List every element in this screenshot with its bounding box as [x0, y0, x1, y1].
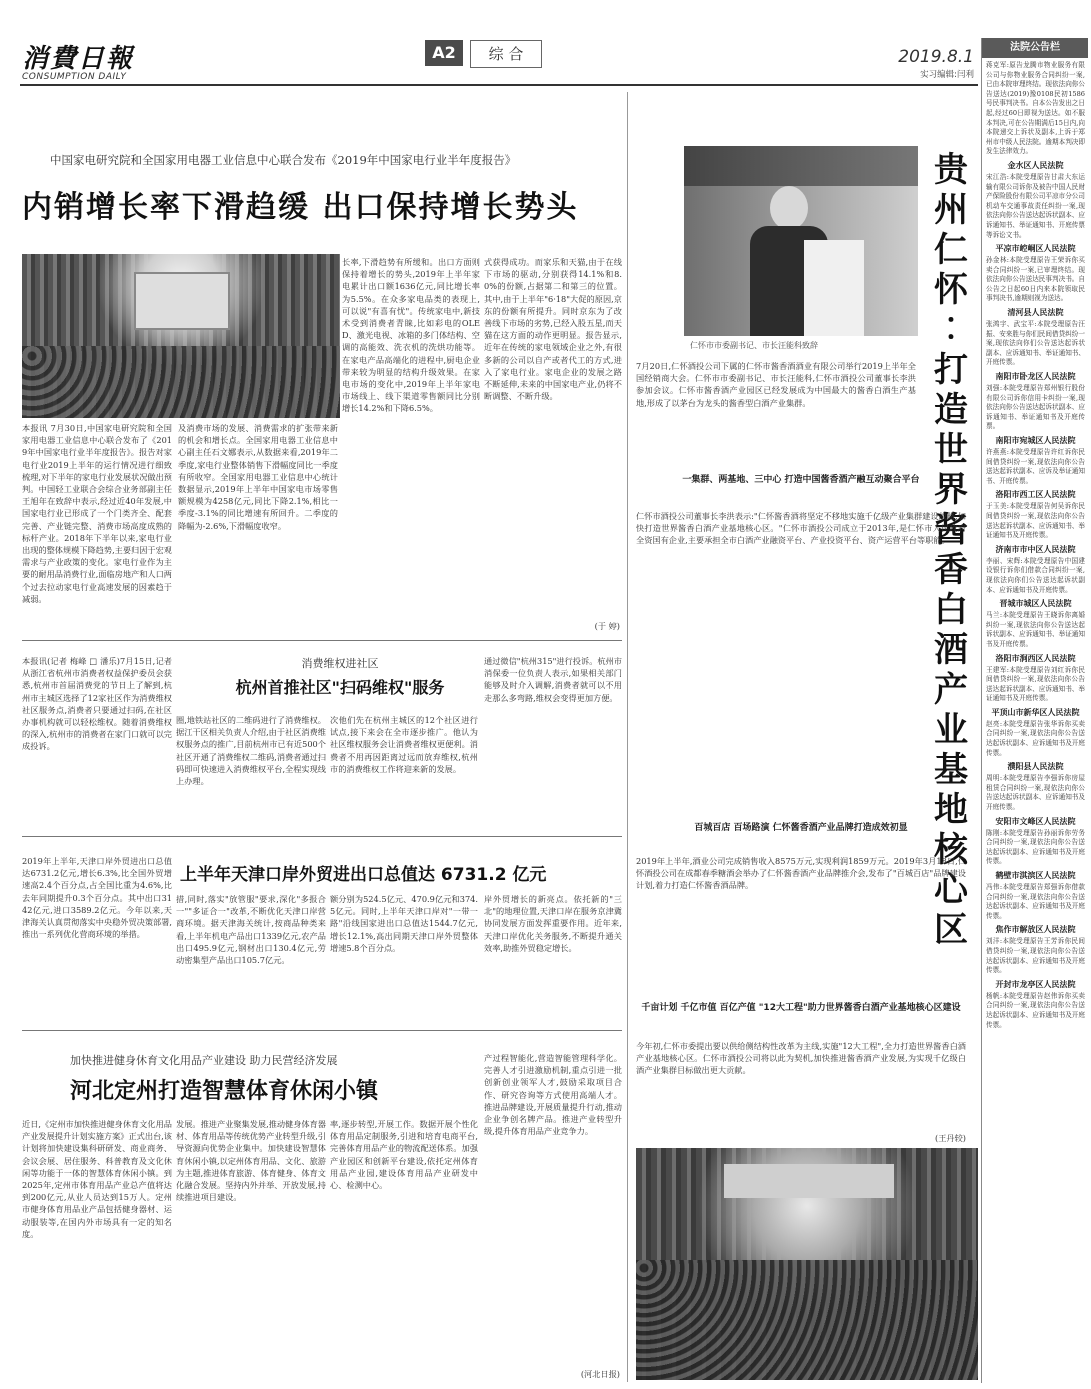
court-notice-entry: 冯伟:本院受理原告郑强诉你借款合同纠纷一案,现依法向你公告送达起诉状副本、应诉通知书及开庭传票。	[986, 883, 1085, 920]
headline-char: 业	[934, 710, 968, 750]
court-notice-entry: 赵亮:本院受理原告张华诉你买卖合同纠纷一案,现依法向你公告送达起诉状副本、应诉通知书及开庭传票。	[986, 719, 1085, 757]
headline-char: 基	[934, 750, 968, 790]
article3-bottom-rule	[22, 1030, 622, 1031]
court-notice-court-name: 安阳市文峰区人民法院	[995, 816, 1076, 826]
article1-byline: (于 婷)	[594, 621, 620, 631]
speaker-photo-caption: 仁怀市市委副书记、市长汪能科致辞	[690, 341, 818, 350]
article1-col4: 式获得成功。而家乐和天猫,由于在线下市场的驱动,分别获得14.1%和8.0%的份额,占据第二和第三的位置。其中,由于上半年"6·18"大促的原因,京东的份额有所提升。同时京东为了改善线下市场的劣势,已经入股五星,而天猫在这方面的动作更明显。报告显示,近年在传统的家电领域企业之外,有很多新的公司以自产或者代工的方式,进入了家电行业。家电企业的发展之路不断延伸,未来的中国家电产业,仍将不断调整、不断升级。	[484, 257, 622, 402]
article1-col3: 长率,下滑趋势有所缓和。出口方面则保持着增长的势头,2019年上半年家电累计出口额1636亿元,同比增长率为5.5%。在众多家电品类的表现上,可以说"有喜有忧"。传统家电中,新技术受到消费者青睐,比如彩电的OLED、激光电视、冰箱的多门体结构、空调的高能效、洗衣机的洗烘功能等。在家电产品高端化的进程中,厨电企业带来较为明显的结构升级效果。在家电市场的变化中,2019年上半年家电市场线上、线下渠道零售额同比分别增长14.2%和下降6.5%。	[342, 257, 480, 414]
court-notice-entry: 陈刚:本院受理原告孙丽诉你劳务合同纠纷一案,现依法向你公告送达起诉状副本、应诉通知书及开庭传票。	[986, 828, 1085, 866]
speaker-photo	[684, 146, 918, 336]
headline-char: 州	[934, 190, 968, 230]
court-notice-entry: 许燕燕:本院受理原告许红诉你民间借贷纠纷一案,现依法向你公告送达起诉状副本、应诉及举证通知书、开庭传票。	[986, 448, 1085, 485]
court-notice-court-name: 南阳市卧龙区人民法院	[995, 372, 1076, 382]
article5-col2: 仁怀市酒投公司董事长李洪表示:"仁怀酱香酒将坚定不移地实施千亿级产业集群建设战略,加快打造世界酱香白酒产业基地核心区。"仁怀市酒投公司成立于2013年,是仁怀市人民政府全资国有企业,主要承担全市白酒产业融资平台、产业投资平台、资产运营平台等职能。	[636, 511, 966, 546]
court-notice-entry: 杨帆:本院受理原告赵伟诉你买卖合同纠纷一案,现依法向你公告送达起诉状副本、应诉通知书及开庭传票。	[986, 991, 1085, 1029]
logo: 消費日報	[22, 44, 135, 74]
article4-headline: 河北定州打造智慧体育休闲小镇	[70, 1079, 379, 1104]
article3-headline: 上半年天津口岸外贸进出口总值达 6731.2 亿元	[180, 865, 547, 885]
article2-col3: 次他们先在杭州主城区的12个社区进行试点,接下来会在全市逐步推广。他认为社区维权服务会让消费者维权更便利。消费者不用再因距离过远而放弃维权,杭州市的消费维权工作将迎来新的发展。	[330, 715, 478, 774]
headline-char: 怀	[934, 270, 968, 310]
article5-subhead1: 一集群、两基地、三中心 打造中国酱香酒产融互动聚合平台	[682, 475, 920, 485]
article3-col1: 2019年上半年,天津口岸外贸进出口总值达6731.2亿元,增长6.3%,比全国外贸增速高2.4个百分点,占全国比重为4.6%,比去年同期提升0.3个百分点。其中出口3142亿元,进口3589.2亿元。今年以来,天津海关认真贯彻落实中央稳外贸决策部署,推出一系列优化营商环境的举措。	[22, 856, 172, 940]
headline-char: 界	[934, 470, 968, 510]
court-notice-entry: 孙金林:本院受理原告王荣诉你买卖合同纠纷一案,已审理终结。现依法向你公告送达民事判决书。自公告之日起60日内来本院领取民事判决书,逾期则视为送达。	[986, 256, 1085, 303]
page-number-badge: A2	[425, 40, 463, 66]
meeting-hall-photo	[636, 1148, 978, 1380]
article2-col1: 本报讯(记者 梅峰 □ 潘乐)7月15日,记者从浙江省杭州市消费者权益保护委员会获悉,杭州市首届消费党的节日上了解到,杭州市主城区选择了12家社区作为消费维权社区服务点,消费者只要通过扫码,在社区办事机构就可以轻松维权。随着消费维权的深入,杭州市的消费者在家门口就可以完成投诉。	[22, 656, 172, 752]
article3-col4: 岸外贸增长的新亮点。依托新的"三北"的地理位置,天津口岸在服务京津冀协同发展方面发挥重要作用。近年来,天津口岸优化关务服务,不断提升通关效率,助推外贸稳定增长。	[484, 894, 622, 953]
court-notice-entry: 王建军:本院受理原告刘红诉你民间借贷纠纷一案,现依法向你公告送达起诉状副本、应诉通知书、举证通知书及开庭传票。	[986, 665, 1085, 703]
court-notice-court-name: 金水区人民法院	[1007, 160, 1064, 170]
headline-char: 香	[934, 550, 968, 590]
article5-subhead2: 百城百店 百场路演 仁怀酱香酒产业品牌打造成效初显	[694, 823, 908, 833]
court-notice-court-name: 济南市市中区人民法院	[995, 544, 1076, 554]
headline-char: 打	[934, 350, 968, 390]
article2-headline: 杭州首推社区"扫码维权"服务	[235, 678, 445, 697]
headline-char: 世	[934, 430, 968, 470]
article2-col2: 圈,地铁站社区的二维码进行了消费维权。据江干区相关负责人介绍,由于社区消费维权服务点的推广,目前杭州市已有近500个社区开通了消费维权二维码,消费者通过扫码即可快速进入消费维权平台,全程实现线上办理。	[176, 715, 326, 787]
court-notice-entry: 宋江浩:本院受理原告甘肃大东运输有限公司诉你及被告中国人民财产保险股份有限公司平凉市分公司机动车交通事故责任纠纷一案,现依法向你公告送达起诉状副本、应诉通知书、举证通知书、开庭传票等诉讼文书。	[986, 172, 1085, 239]
article2-bottom-rule	[22, 836, 622, 837]
court-notice-court-name: 南阳市宛城区人民法院	[995, 436, 1076, 445]
headline-char: 白	[934, 590, 968, 630]
article4-col4: 产过程智能化,营造智能管理科学化。完善人才引进激励机制,重点引进一批创新创业领军人才,鼓励采取项目合作、研究咨询等方式使用高端人才。推进品牌建设,开展质量提升行动,推动企业争创名牌产品。推进产业转型升级,提升体育用品产业竞争力。	[484, 1053, 622, 1137]
court-notice-court-name: 焦作市解放区人民法院	[995, 925, 1076, 935]
article3-col2: 措,同时,落实"放管服"要求,深化"多报合一""多证合一"改革,不断优化天津口岸营商环境。据天津海关统计,按商品种类来看,上半年机电产品出口1339亿元,农产品出口495.9亿元,钢材出口130.4亿元,劳动密集型产品出口105.7亿元。	[176, 894, 326, 966]
article1-kicker: 中国家电研究院和全国家用电器工业信息中心联合发布《2019年中国家电行业半年度报告》	[50, 153, 517, 167]
article5-col1: 7月20日,仁怀酒投公司下属的仁怀市酱香酒酒业有限公司举行2019上半年全国经销商大会。仁怀市市委副书记、市长汪能科,仁怀市酒投公司董事长李洪参加会议。仁怀市酱香酒产业园区已经发展成为中国最大的酱香白酒生产基地,形成了以茅台为龙头的酱香型白酒产业集群。	[636, 361, 916, 408]
court-notice-entry: 刘强:本院受理原告郑州银行股份有限公司诉你信用卡纠纷一案,现依法向你公告送达起诉状副本、应诉通知书、举证通知书及开庭传票。	[986, 384, 1085, 431]
article4-col2: 发展。推进产业聚集发展,推动健身体育器材、体育用品等传统优势产业转型升级,引导资源向优势企业集中。加快建设智慧体育休闲小镇,以定州体育用品、文化、旅游为主题,推进体育旅游、体育健身、体育文化融合发展。坚持内外并举、开放发展,持续推进项目建设。	[176, 1119, 326, 1203]
logo-en: CONSUMPTION DAILY	[22, 72, 127, 82]
court-notice-court-name: 平凉市崆峒区人民法院	[995, 244, 1076, 254]
headline-char: 贵	[934, 150, 968, 190]
article2-kicker: 消费维权进社区	[301, 657, 379, 670]
headline-char: 区	[934, 910, 968, 950]
court-notice-list	[982, 58, 1088, 1379]
article4-col3: 率,逐步转型,开展工作。数据开展个性化体育用品定制服务,引进和培育电商平台,完善体育用品产业的物流配送体系。加强产业园区和创新平台建设,依托定州体育用品产业园,建设体育用品产业研发中心、检测中心。	[330, 1119, 478, 1191]
conference-photo	[22, 254, 340, 418]
court-notice-title: 法院公告栏	[982, 38, 1088, 58]
headline-char: 酱	[934, 510, 968, 550]
article5-byline: (王丹较)	[935, 1133, 966, 1143]
article5-col3: 2019年上半年,酒业公司完成销售收入8575万元,实现利润1859万元。2019年3月18日,仁怀酒投公司在成都春季糖酒会举办了仁怀酱香酒产业品牌推介会,发布了"百城百店"品牌建设计划,着力打造仁怀酱香酒品牌。	[636, 856, 966, 891]
court-notice-court-name: 洛阳市西工区人民法院	[995, 490, 1076, 500]
editor-credit: 实习编辑:闫利	[920, 70, 974, 80]
headline-char: 心	[934, 870, 968, 910]
headline-char: 核	[934, 830, 968, 870]
court-notice-entry: 张鸿宇、武宝平:本院受理原告汪振、安来胜与你们民间借贷纠纷一案,现依法向你们公告送达起诉状副本、应诉通知书、举证通知书、开庭传票。	[986, 320, 1085, 367]
court-notice-court-name: 晋城市城区人民法院	[999, 599, 1072, 609]
article1-bottom-rule	[22, 640, 622, 641]
article4-col1: 近日,《定州市加快推进健身休育文化用品产业发展提升计划实施方案》正式出台,该计划将加快建设集科研研发、商业商务、会议会展、居住服务、科普教育及文化休闲等功能于一体的智慧体育休闲小镇。到2025年,定州市体育用品产业总产值将达到200亿元,从业人员达到15万人。定州市健身体育用品业产品包括健身器材、运动服装等,在国内外市场具有一定的知名度。	[22, 1119, 172, 1239]
headline-char: 造	[934, 390, 968, 430]
masthead-rule	[20, 84, 978, 86]
article4-kicker: 加快推进健身休育文化用品产业建设 助力民营经济发展	[70, 1054, 338, 1067]
article1-col2: 及消费市场的发展、消费需求的扩张带来新的机会和增长点。全国家用电器工业信息中心副主任石文娜表示,从数据来看,2019年二季度,家电行业整体销售下滑幅度同比一季度有所收窄。全国家用电器工业信息中心统计数据显示,2019年上半年中国家电市场零售额规模为4258亿元,同比下降2.1%,相比一季度-3.1%的同比增速有所回升。二季度的降幅为-2.6%,下滑幅度收窄。	[178, 423, 338, 531]
article5-left-rule	[627, 92, 628, 1382]
court-notice-entry: 刘洋:本院受理原告王芳诉你民间借贷纠纷一案,现依法向你公告送达起诉状副本、应诉通知书及开庭传票。	[986, 937, 1085, 975]
court-notice-entry: 李丽、宋辉:本院受理原告中国建设银行诉你们借款合同纠纷一案,现依法向你们公告送达起诉状副本、应诉通知书及开庭传票。	[986, 556, 1085, 594]
court-notice-court-name: 清河县人民法院	[1007, 308, 1064, 318]
court-notice-entry: 于玉美:本院受理原告何吴诉你民间借贷纠纷一案,现依法向你公告送达起诉状副本、应诉通知书、举证通知书及开庭传票。	[986, 502, 1085, 540]
article2-col4: 通过微信"杭州315"进行投诉。杭州市消保委一位负责人表示,如果相关部门能够及时介入调解,消费者就可以不用走那么多弯路,维权会变得更加方便。	[484, 656, 622, 703]
court-notice-court-name: 洛阳市涧西区人民法院	[995, 653, 1076, 663]
court-notice-court-name: 开封市龙亭区人民法院	[995, 979, 1076, 989]
headline-char: 酒	[934, 630, 968, 670]
issue-date: 2019.8.1	[898, 47, 974, 67]
court-notice-column	[981, 38, 1088, 1383]
headline-char: 产	[934, 670, 968, 710]
court-notice-court-name: 平顶山市新华区人民法院	[991, 707, 1080, 717]
article4-byline: (河北日报)	[580, 1369, 620, 1379]
section-name: 综 合	[470, 40, 542, 68]
headline-char: 仁	[934, 230, 968, 270]
court-notice-entry: 马兰:本院受理原告王晓诉你离婚纠纷一案,现依法向你公告送达起诉状副本、应诉通知书、举证通知书及开庭传票。	[986, 611, 1085, 648]
article1-headline: 内销增长率下滑趋缓 出口保持增长势头	[22, 190, 579, 225]
court-notice-court-name: 濮阳县人民法院	[1007, 762, 1064, 772]
article1-col1: 本报讯 7月30日,中国家电研究院和全国家用电器工业信息中心联合发布了《2019年中国家电行业半年度报告》。报告对家电行业2019上半年的运行情况进行细致梳理,对下半年的家电行业发展状况做出预判。中国轻工业联合会综合业务部副主任王旭年在致辞中表示,经过近40年发展,中国家电行业已形成了一个门类齐全、配套完善、产业链完整、消费市场高度成熟的标杆产业。2018年下半年以来,家电行业出现的整体规模下降趋势,主要归因于宏观需求与产业政策的变化。家电行业作为主要的耐用品消费行业,面临房地产和人口两个过去拉动家电行业高速发展的因素趋于减弱。	[22, 423, 172, 604]
court-notice-entry: 周明:本院受理原告李强诉你房屋租赁合同纠纷一案,现依法向你公告送达起诉状副本、应诉通知书及开庭传票。	[986, 774, 1085, 812]
headline-char: ︰	[934, 310, 968, 350]
article5-subhead3: 千亩计划 千亿市值 百亿产值 "12大工程"助力世界酱香白酒产业基地核心区建设	[641, 1003, 961, 1013]
court-notice-court-name: 鹤壁市淇滨区人民法院	[995, 871, 1076, 880]
article5-col4: 今年初,仁怀市委提出要以供给侧结构性改革为主线,实施"12大工程",全力打造世界酱香白酒产业基地核心区。仁怀市酒投公司将以此为契机,加快推进酱香酒产业发展,为实现千亿级白酒产业集群目标做出更大贡献。	[636, 1041, 966, 1076]
article3-col3: 额分别为524.5亿元、470.9亿元和374.5亿元。同时,上半年天津口岸对"一带一路"沿线国家进出口总值达1544.7亿元,增长12.1%,高出同期天津口岸外贸整体增速5.8个百分点。	[330, 894, 478, 953]
court-notice-entry: 蒋克军:原告龙腾市物业服务有限公司与你物业服务合同纠纷一案,已由本院审理终结。现依法向你公告送达(2019)豫0108民初1586号民事判决书。自本公告发出之日起,经过60日即视为送达。如不服本判决,可在公告期满后15日内,向本院递交上诉状及副本,上诉于郑州市中级人民法院。逾期本判决即发生法律效力。	[986, 61, 1085, 156]
headline-char: 地	[934, 790, 968, 830]
